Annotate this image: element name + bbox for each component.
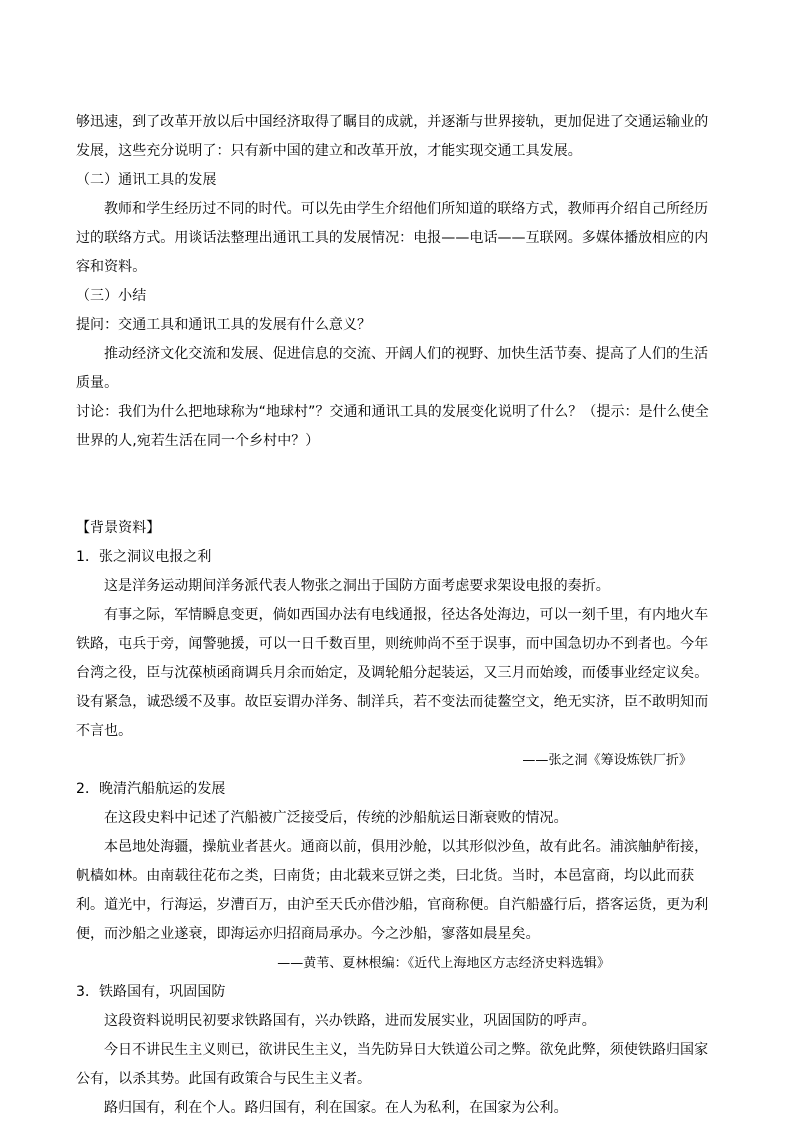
- section-spacer: [76, 456, 720, 514]
- background-item-1-intro: 这是洋务运动期间洋务派代表人物张之洞出于国防方面考虑要求架设电报的奏折。: [104, 578, 610, 594]
- background-item-2-intro: 在这段史料中记述了汽船被广泛接受后，传统的沙船航运日渐衰败的情况。: [104, 810, 568, 826]
- background-item-3-title: 3．铁路国有，巩固国防: [76, 984, 226, 1000]
- background-item-2-title: 2．晚清汽船航运的发展: [76, 781, 226, 797]
- background-item-2-quote: 本邑地处海疆，操航业者甚火。通商以前，俱用沙舱，以其形似沙鱼，故有此名。浦滨舳舻衔接，帆樯如林。由南载往花布之类，曰南货；由北载来豆饼之类，曰北货。当时，本邑富商，均以此而获利。道光中，行海运，岁漕百万，由沪至天氏亦借沙船，官商称便。自汽船盛行后，搭客运货，更为利便，而沙船之业遂衰，即海运亦归招商局承办。今之沙船，寥落如晨星矣。: [76, 839, 709, 942]
- section-heading-communication: （二）通讯工具的发展: [76, 172, 217, 188]
- background-item-1-source: ——张之洞《筹设炼铁厂折》: [522, 753, 692, 768]
- background-heading: 【背景资料】: [76, 520, 161, 536]
- background-item-2-source: ——黄苇、夏林根编：《近代上海地区方志经济史料选辑》: [277, 956, 610, 971]
- summary-answer: 推动经济文化交流和发展、促进信息的交流、开阔人们的视野、加快生活节奏、提高了人们的生活质量。: [76, 346, 709, 391]
- background-item-1-quote: 有事之际，军情瞬息变更，倘如西国办法有电线通报，径达各处海边，可以一刻千里，有内地火车铁路，屯兵于旁，闻警驰援，可以一日千数百里，则统帅尚不至于误事，而中国急切办不到者也。今年台湾之役，臣与沈葆桢函商调兵月余而始定，及调轮船分起装运，又三月而始竣，而倭事业经定议矣。设有紧急，诚恐缓不及事。故臣妄谓办洋务、制洋兵，若不变法而徒鳌空文，绝无实济，臣不敢明知而不言也。: [76, 607, 709, 739]
- summary-question: 提问：交通工具和通讯工具的发展有什么意义？: [76, 317, 372, 333]
- document-content: [76, 108, 720, 1123]
- background-item-1-title: 1．张之洞议电报之利: [76, 549, 212, 565]
- intro-paragraph: 够迅速，到了改革开放以后中国经济取得了瞩目的成就，并逐渐与世界接轨，更加促进了交通运输业的发展，这些充分说明了：只有新中国的建立和改革开放，才能实现交通工具发展。: [76, 114, 709, 159]
- background-item-3-quote-1: 今日不讲民生主义则已，欲讲民生主义，当先防异日大铁道公司之弊。欲免此弊，须使铁路归国家公有，以杀其势。此国有政策合与民生主义者。: [76, 1042, 709, 1087]
- communication-paragraph: 教师和学生经历过不同的时代。可以先由学生介绍他们所知道的联络方式，教师再介绍自己所经历过的联络方式。用谈话法整理出通讯工具的发展情况：电报——电话——互联网。多媒体播放相应的内容和资料。: [76, 201, 709, 275]
- section-heading-summary: （三）小结: [76, 288, 147, 304]
- background-item-3-quote-2: 路归国有，利在个人。路归国有，利在国家。在人为私利，在国家为公利。: [104, 1100, 568, 1116]
- background-item-3-intro: 这段资料说明民初要求铁路国有，兴办铁路，进而发展实业，巩固国防的呼声。: [104, 1013, 596, 1029]
- summary-discussion: 讨论：我们为什么把地球称为“地球村”？交通和通讯工具的发展变化说明了什么？（提示：是什么使全世界的人,宛若生活在同一个乡村中？）: [76, 404, 709, 449]
